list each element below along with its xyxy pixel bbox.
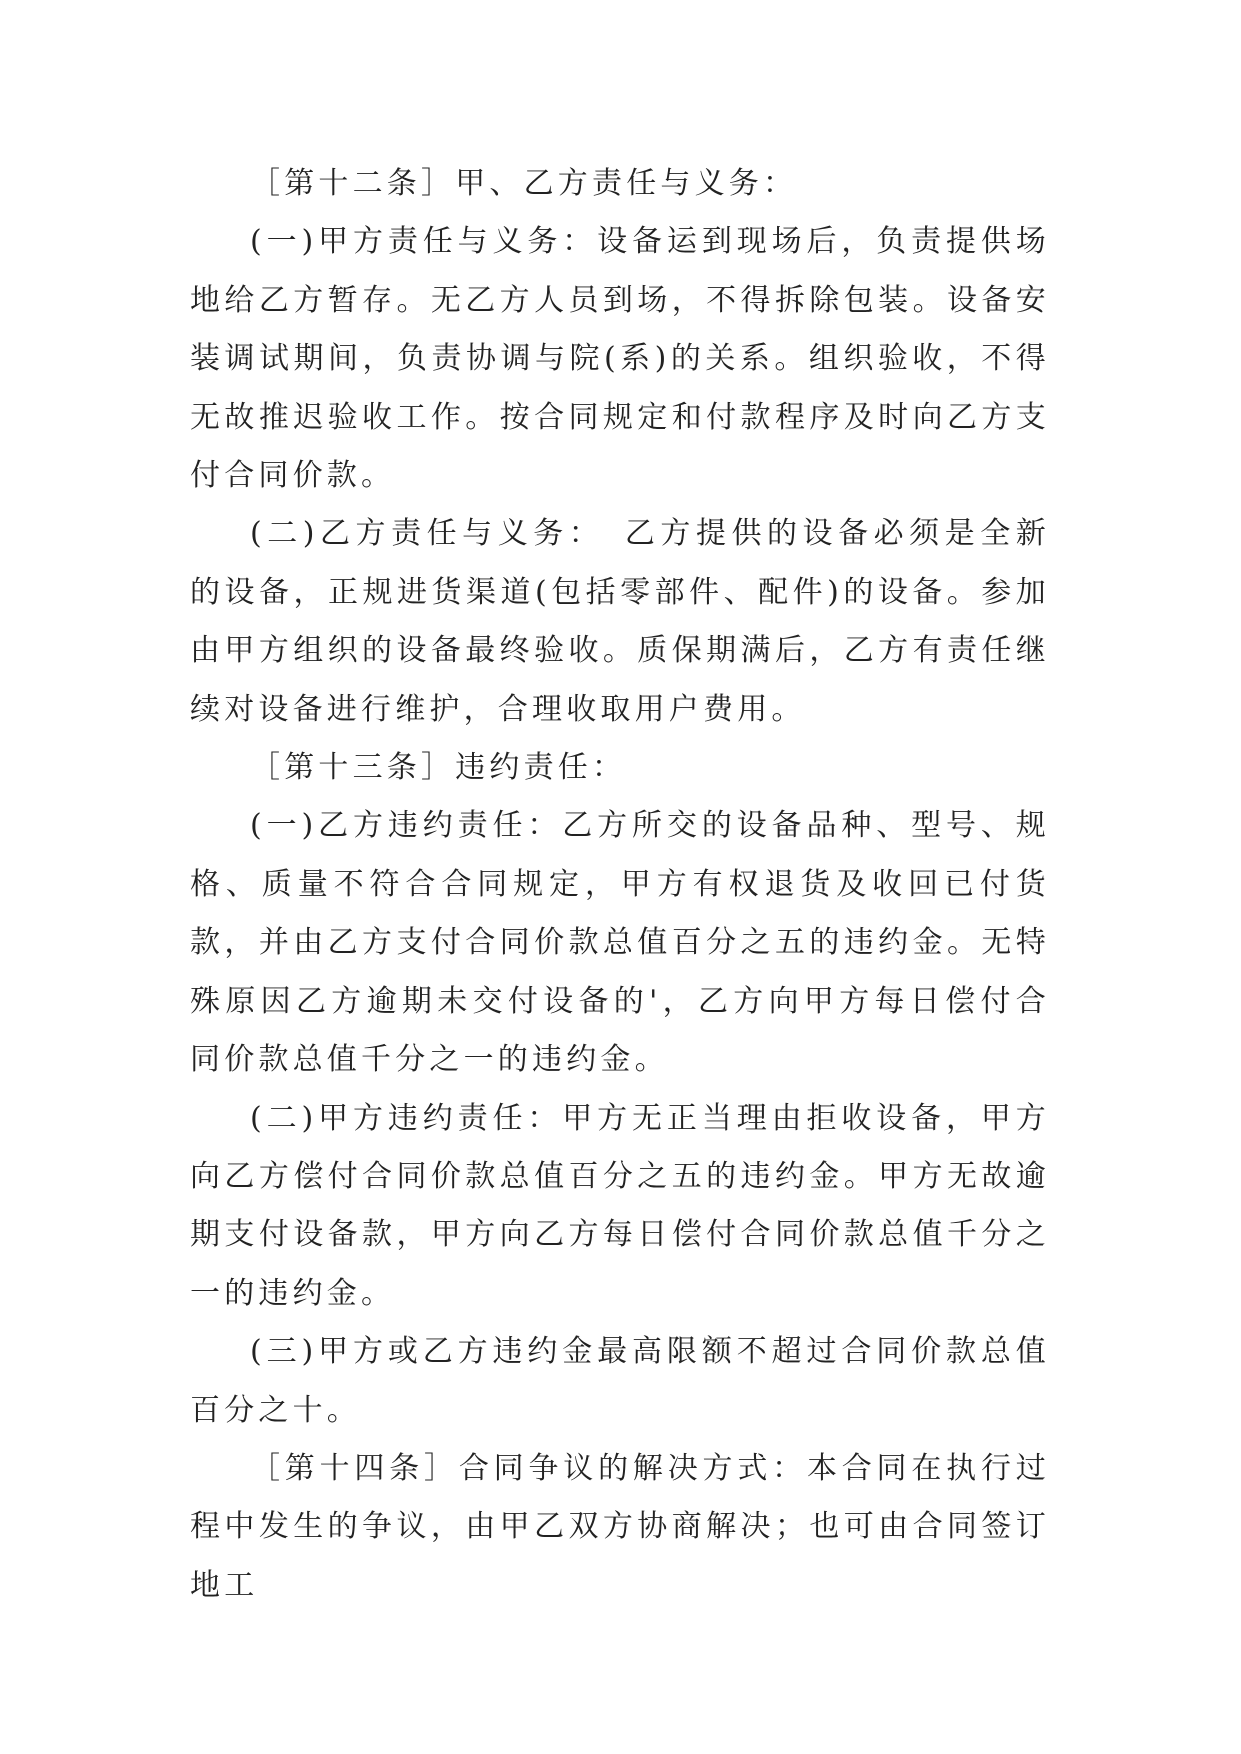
article-12-party-b-duties: (二)乙方责任与义务： 乙方提供的设备必须是全新的设备，正规进货渠道(包括零部件、配件)的设备。参加由甲方组织的设备最终验收。质保期满后，乙方有责任继续对设备进行维护，合理收取用户费用。 bbox=[190, 516, 1050, 727]
article-12-party-a-duties: (一)甲方责任与义务：设备运到现场后，负责提供场地给乙方暂存。无乙方人员到场，不得拆除包装。设备安装调试期间，负责协调与院(系)的关系。组织验收，不得无故推迟验收工作。按合同规定和付款程序及时向乙方支付合同价款。 bbox=[190, 224, 1050, 494]
article-12-heading: ［第十二条］甲、乙方责任与义务： bbox=[250, 166, 798, 201]
article-13-party-b-breach: (一)乙方违约责任：乙方所交的设备品种、型号、规格、质量不符合合同规定，甲方有权退货及收回已付货款，并由乙方支付合同价款总值百分之五的违约金。无特殊原因乙方逾期未交付设备的'，乙方向甲方每日偿付合同价款总值千分之一的违约金。 bbox=[190, 808, 1050, 1078]
article-13-penalty-cap: (三)甲方或乙方违约金最高限额不超过合同价款总值百分之十。 bbox=[190, 1334, 1050, 1428]
document-page bbox=[190, 155, 1050, 1615]
article-13-heading: ［第十三条］违约责任： bbox=[250, 750, 627, 786]
article-14-dispute-resolution: ［第十四条］合同争议的解决方式：本合同在执行过程中发生的争议，由甲乙双方协商解决；也可由合同签订地工 bbox=[190, 1450, 1050, 1603]
article-13-party-a-breach: (二)甲方违约责任：甲方无正当理由拒收设备，甲方向乙方偿付合同价款总值百分之五的违约金。甲方无故逾期支付设备款，甲方向乙方每日偿付合同价款总值千分之一的违约金。 bbox=[190, 1100, 1050, 1311]
